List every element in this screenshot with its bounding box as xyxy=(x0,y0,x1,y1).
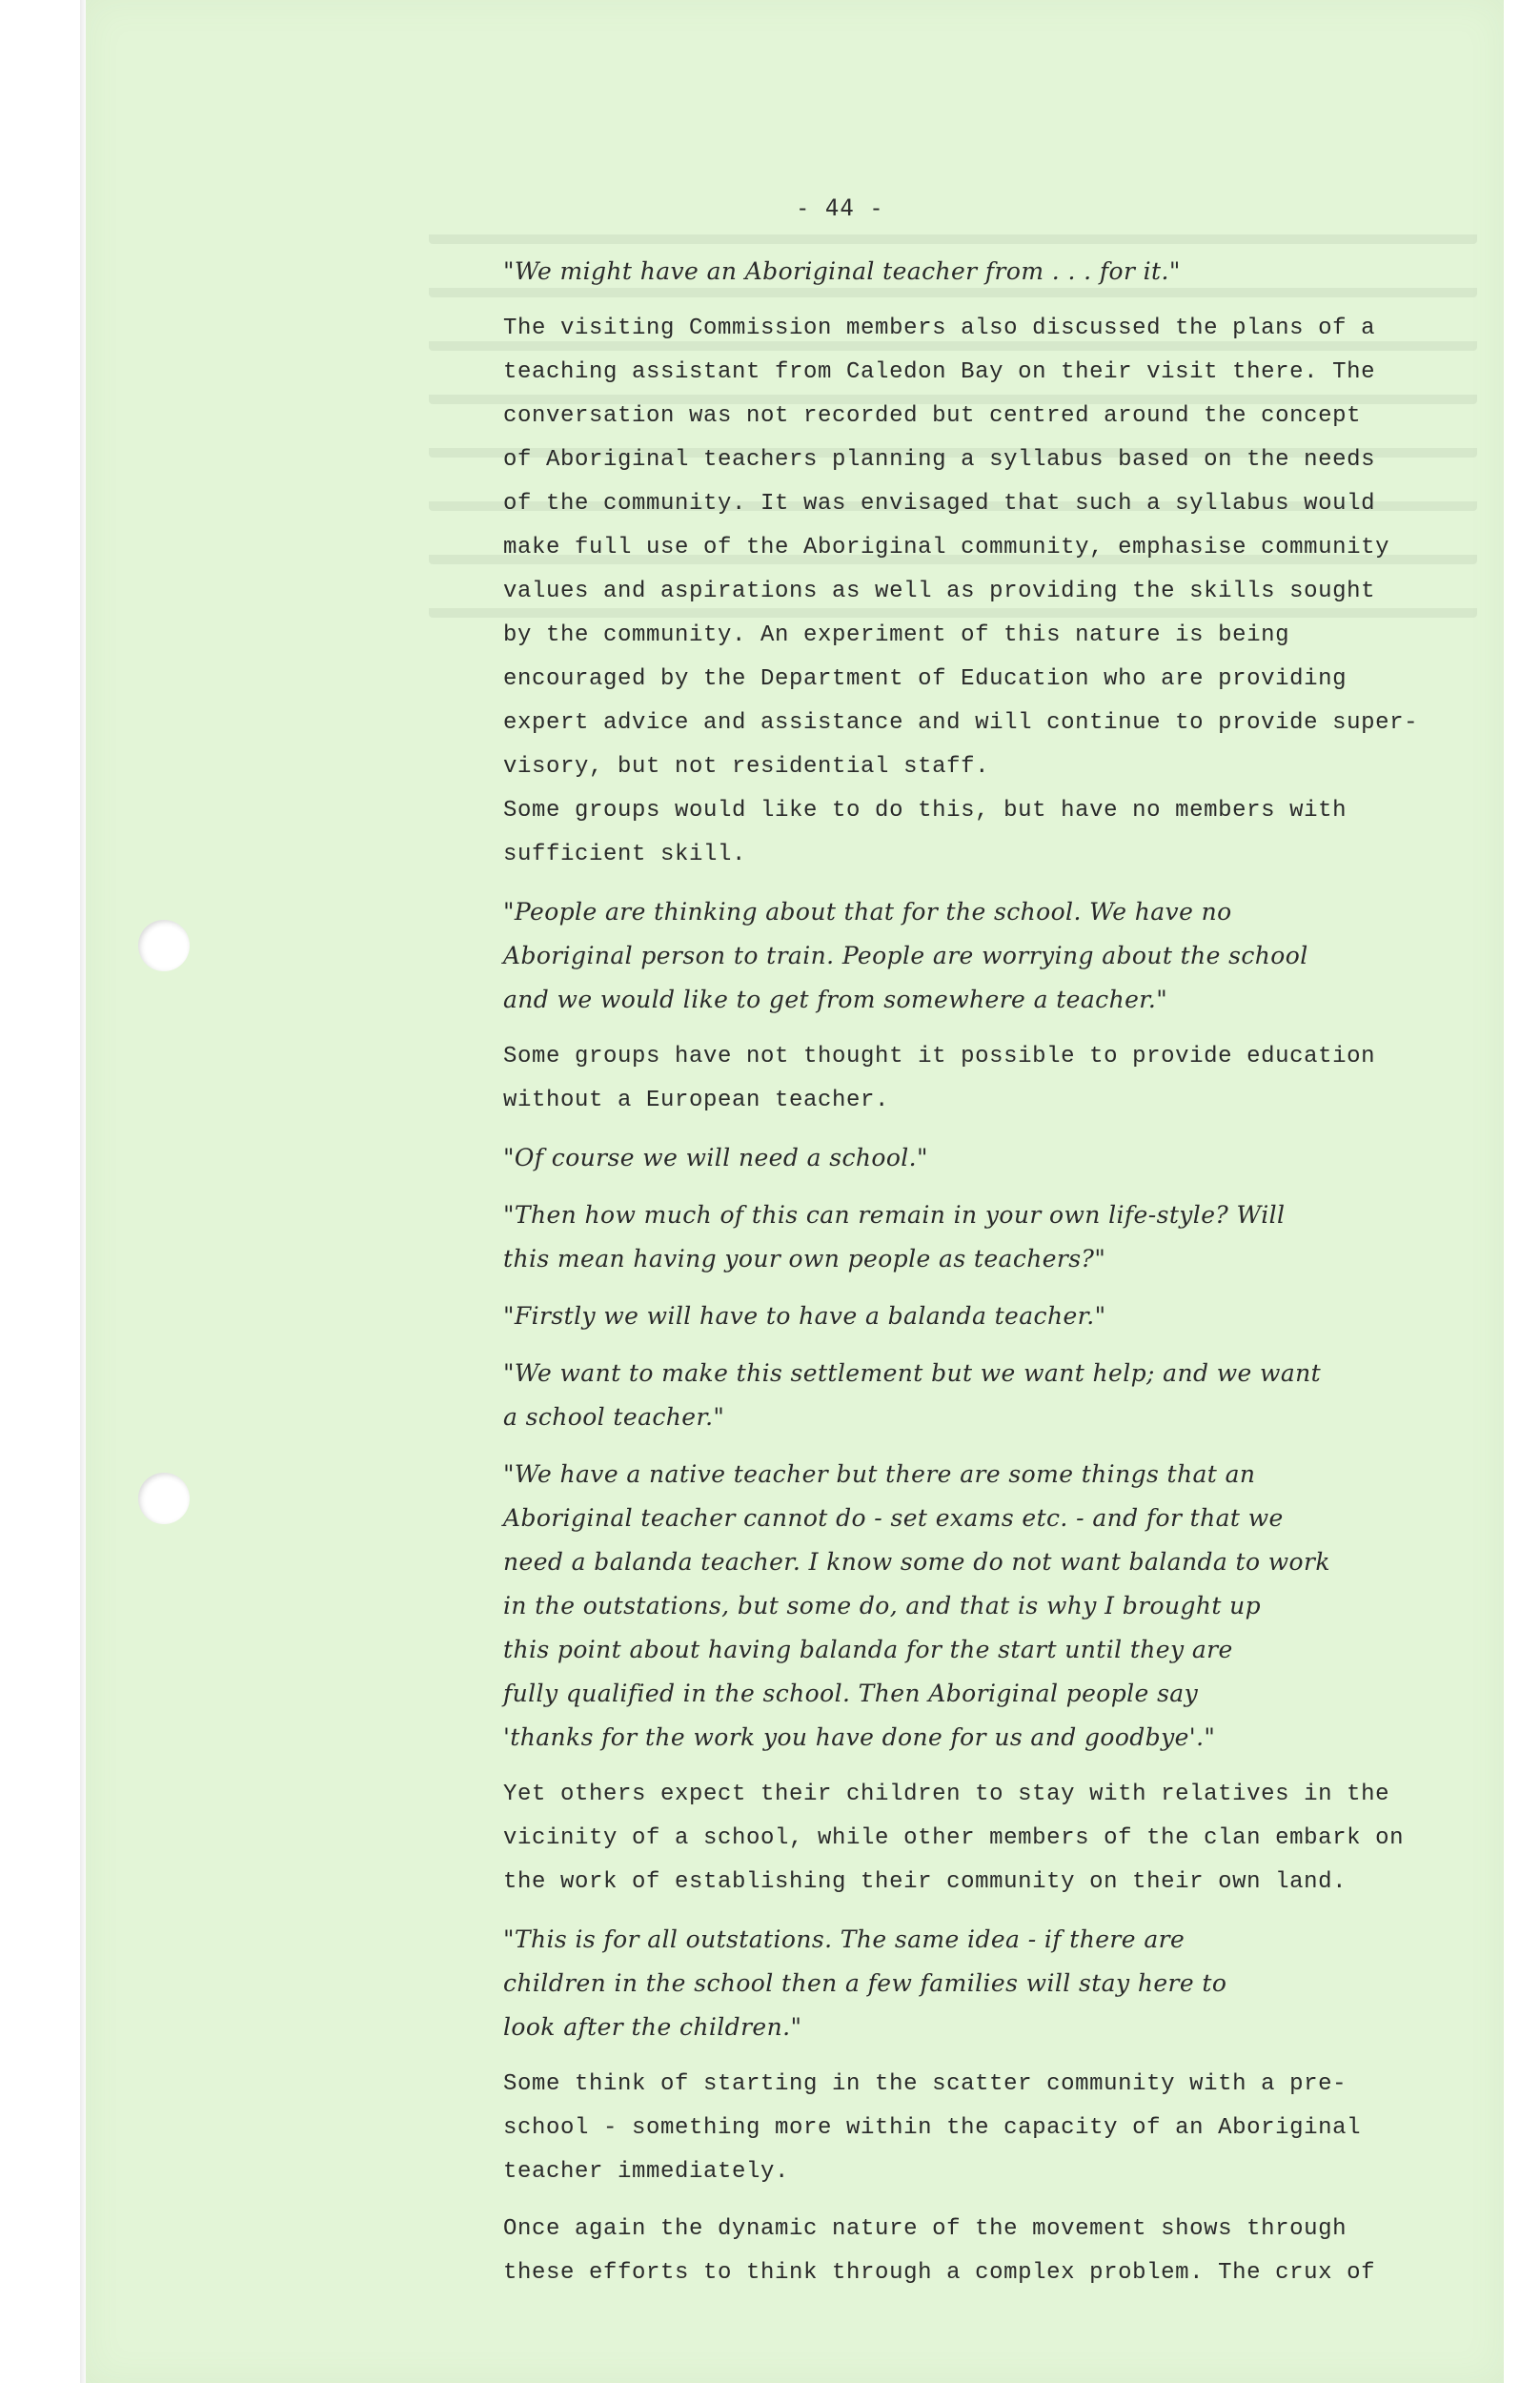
body-paragraph: Yet others expect their children to stay with relatives in the vicinity of a school, while other members of the clan embark on the work of establishing their community on their own land. xyxy=(503,1782,1405,1895)
body-paragraph: Some groups would like to do this, but have no members with sufficient skill. xyxy=(503,798,1348,867)
body-paragraph: Some groups have not thought it possible to provide education without a European teacher. xyxy=(503,1044,1376,1113)
punch-hole-lower xyxy=(138,1473,190,1524)
quoted-speech: "Of course we will need a school." xyxy=(503,1144,928,1171)
quoted-speech: "We want to make this settlement but we want help; and we want a school teacher." xyxy=(503,1359,1322,1431)
punch-hole-upper xyxy=(138,920,190,971)
body-paragraph: Some think of starting in the scatter community with a pre- school - something more within the capacity of an Aboriginal teacher immediately. xyxy=(503,2071,1362,2185)
quoted-speech: "This is for all outstations. The same idea - if there are children in the school then a few families will stay here to look after the children." xyxy=(503,1925,1227,2041)
quoted-speech: "We might have an Aboriginal teacher from . . . for it." xyxy=(503,257,1181,285)
quoted-speech: "People are thinking about that for the school. We have no Aboriginal person to train. People are worrying about the school and we would like to get from somewhere a teacher." xyxy=(503,898,1308,1013)
quoted-speech: "Then how much of this can remain in your own life-style? Will this mean having your own people as teachers?" xyxy=(503,1201,1286,1273)
page-number: - 44 - xyxy=(796,194,884,221)
body-paragraph: The visiting Commission members also discussed the plans of a teaching assistant from Caledon Bay on their visit there. The conversation was not recorded but centred around the concept of Aboriginal teachers planning a syllabus based on the needs of the community. It was envisaged that such a syllabus would make full use of the Aboriginal community, emphasise community values and aspirations as well as providing the skills sought by the community. An experiment of this nature is being encouraged by the Department of Education who are providing expert advice and assistance and will continue to provide super- visory, but not residential staff. xyxy=(503,316,1419,780)
document-body xyxy=(503,250,1466,2309)
quoted-speech: "Firstly we will have to have a balanda teacher." xyxy=(503,1302,1106,1330)
body-paragraph: Once again the dynamic nature of the movement shows through these efforts to think through a complex problem. The crux of xyxy=(503,2216,1376,2286)
quoted-speech: "We have a native teacher but there are some things that an Aboriginal teacher cannot do - set exams etc. - and for that we need a balanda teacher. I know some do not want balanda to work in the outstations, but some do, and that is why I brought up this point about having balanda for the start until they are fully qualified in the school. Then Aboriginal people say 'thanks for the work you have done for us and goodbye'." xyxy=(503,1460,1330,1751)
